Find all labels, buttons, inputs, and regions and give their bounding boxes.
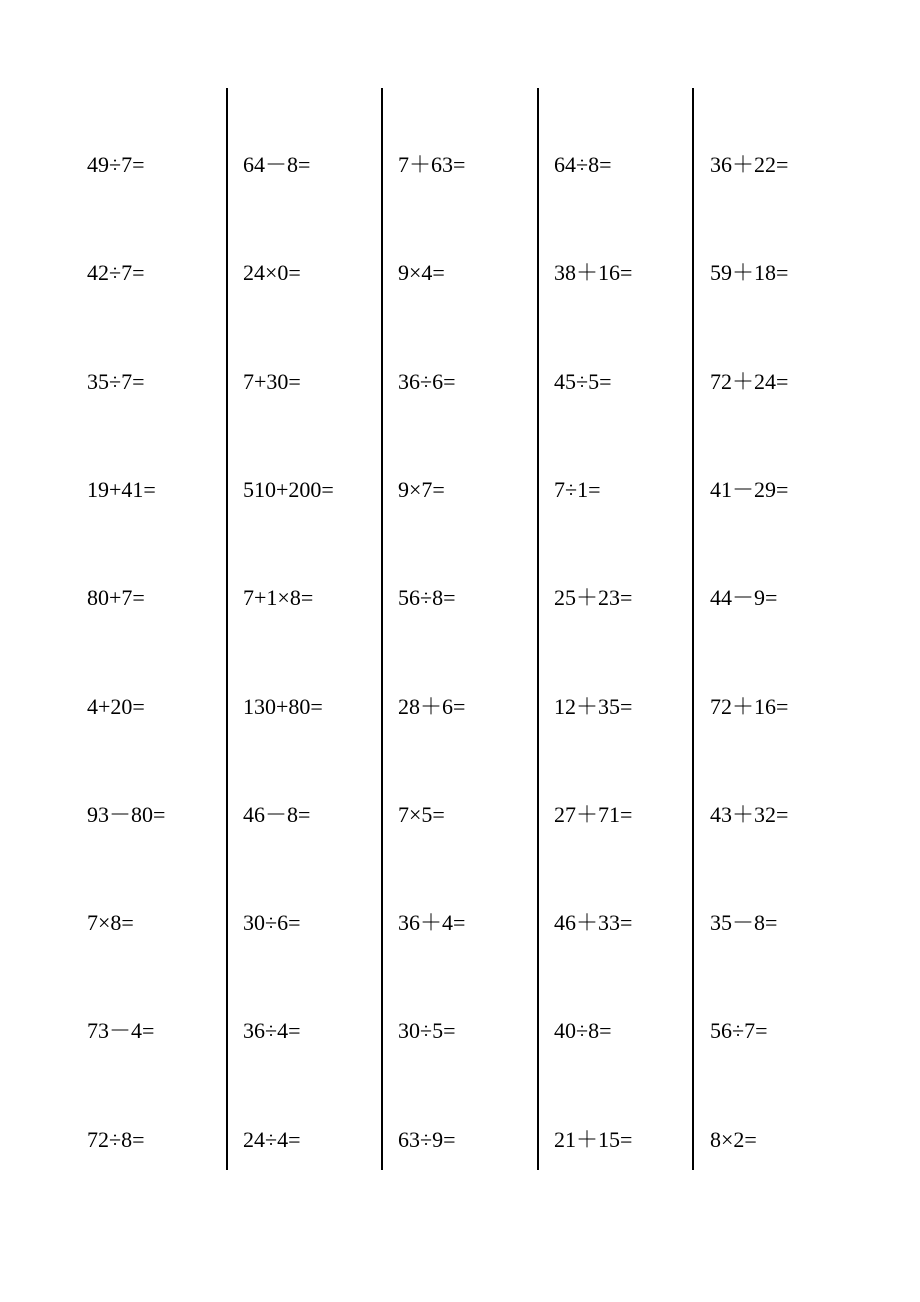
column-divider [381,88,383,1170]
math-problem: 93－80= [87,801,166,827]
math-problem: 36÷6= [398,368,456,394]
math-problem: 19+41= [87,476,156,502]
math-problem: 9×4= [398,260,445,286]
math-problem: 28＋6= [398,693,466,719]
math-problem: 7÷1= [554,476,601,502]
math-problem: 42÷7= [87,260,145,286]
math-problem: 27＋71= [554,801,633,827]
math-problem: 30÷6= [243,910,301,936]
math-problem: 73－4= [87,1018,155,1044]
math-problem: 72÷8= [87,1126,145,1152]
math-problem: 30÷5= [398,1018,456,1044]
math-problem: 130+80= [243,693,323,719]
math-problem: 4+20= [87,693,145,719]
math-problem: 35－8= [710,910,778,936]
math-problem: 41－29= [710,476,789,502]
math-problem: 7+30= [243,368,301,394]
math-problem: 44－9= [710,585,778,611]
math-problem: 38＋16= [554,260,633,286]
column-divider [692,88,694,1170]
math-problem: 9×7= [398,476,445,502]
math-problem: 40÷8= [554,1018,612,1044]
math-problem: 24÷4= [243,1126,301,1152]
math-problem: 56÷7= [710,1018,768,1044]
math-problem: 35÷7= [87,368,145,394]
column-divider [226,88,228,1170]
math-problem: 7×5= [398,801,445,827]
math-problem: 63÷9= [398,1126,456,1152]
math-problem: 24×0= [243,260,301,286]
math-problem: 59＋18= [710,260,789,286]
math-problem: 36＋22= [710,152,789,177]
math-problem: 56÷8= [398,585,456,611]
math-problem: 7×8= [87,910,134,936]
math-problem: 64－8= [243,152,311,177]
math-problem: 80+7= [87,585,145,611]
column-divider [537,88,539,1170]
math-problem: 8×2= [710,1126,757,1152]
math-problem: 45÷5= [554,368,612,394]
math-problem: 46－8= [243,801,311,827]
math-problem: 36＋4= [398,910,466,936]
math-problem: 7+1×8= [243,585,314,611]
math-problem: 49÷7= [87,152,145,177]
math-problem: 46＋33= [554,910,633,936]
math-problem: 72＋16= [710,693,789,719]
math-problem: 25＋23= [554,585,633,611]
math-problem: 12＋35= [554,693,633,719]
math-problem: 7＋63= [398,152,466,177]
math-problem: 72＋24= [710,368,789,394]
math-problem: 510+200= [243,476,334,502]
math-problem: 43＋32= [710,801,789,827]
math-problem: 21＋15= [554,1126,633,1152]
math-problem: 64÷8= [554,152,612,177]
math-problem: 36÷4= [243,1018,301,1044]
